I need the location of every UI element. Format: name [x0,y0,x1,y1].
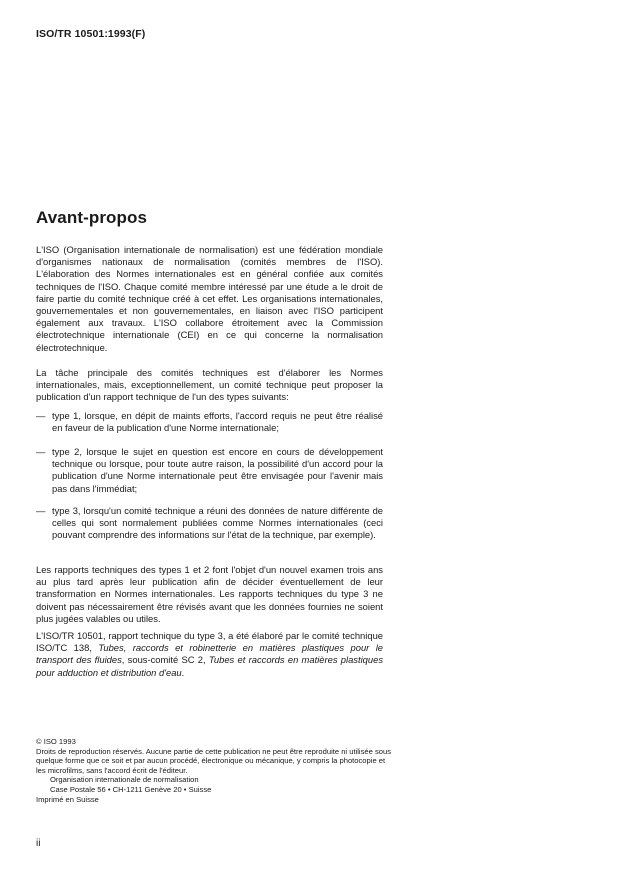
dash-bullet: — [36,505,46,516]
dash-bullet: — [36,446,46,457]
list-item-type-1 [36,410,383,434]
paragraph-text: L'ISO (Organisation internationale de normalisation) est une fédération mondiale d'organismes nationaux de normalisation (comités membres de l'ISO). L'élaboration des Normes internationales est en général confiée aux comités techniques de l'ISO. Chaque comité membre intéressé par une étude a le droit de faire partie du comité technique créé à cet effet. Les organisations internationales, gouvernementales et non gouvernementales, en liaison avec l'ISO participent également aux travaux. L'ISO collabore étroitement avec la Commission électrotechnique internationale (CEI) en ce qui concerne la normalisation électrotechnique. [36,244,383,353]
rights-notice: Droits de reproduction réservés. Aucune partie de cette publication ne peut être reproduite ni utilisée sous quelque forme que ce soit et par aucun procédé, électronique ou mécanique, y compris la photocopie et les microfilms, sans l'accord écrit de l'éditeur. [36,746,392,775]
dash-bullet: — [36,410,46,421]
copyright-block [36,737,396,804]
organization-address: Case Postale 56 • CH-1211 Genève 20 • Suisse [50,784,212,794]
page-title: Avant-propos [36,208,148,227]
paragraph-review [36,564,383,625]
paragraph-iso-intro [36,244,383,354]
subcommittee-title: Tubes et raccords en matières plastiques pour adduction et distribution d'eau [36,654,384,678]
list-item-type-2 [36,446,383,495]
paragraph-text: Les rapports techniques des types 1 et 2 font l'objet d'un nouvel examen trois ans au plus tard après leur publication afin de décider éventuellement de leur transformation en Normes internationales. Les rapports techniques du type 3 ne doivent pas nécessairement être révisés avant que les données fournies ne soient plus jugées valables ou utiles. [36,564,383,624]
printed-in: Imprimé en Suisse [36,794,99,804]
page-number: ii [36,838,41,849]
paragraph-text: La tâche principale des comités techniques est d'élaborer les Normes internationales, mais, exceptionnellement, un comité technique peut proposer la publication d'un rapport technique de l'un des types suivants: [36,367,383,403]
committee-title: Tubes, raccords et robinetterie en matières plastiques pour le transport des fluides [36,642,383,666]
paragraph-text [36,630,383,679]
text-run: L'ISO/TR 10501, rapport technique du type 3, a été élaboré par le comité technique ISO/TC 138, [36,630,383,654]
organization-name: Organisation internationale de normalisation [50,775,199,785]
list-item-type-3 [36,505,383,542]
text-run: , sous-comité SC 2, [121,654,209,666]
list-item-text: type 2, lorsque le sujet en question est encore en cours de développement technique ou lorsque, pour toute autre raison, la possibilité d'un accord pour la publication d'une Norme internationale peut être envisagée pour l'avenir mais pas dans l'immédiat; [52,446,383,494]
list-item-text: type 1, lorsque, en dépit de maints efforts, l'accord requis ne peut être réalisé en faveur de la publication d'une Norme internationale; [52,410,383,434]
paragraph-committee [36,630,383,679]
copyright-line: © ISO 1993 [36,737,76,746]
text-run: . [181,666,185,678]
list-item-text: type 3, lorsqu'un comité technique a réuni des données de nature différente de celles qui sont normalement publiées comme Normes internationales (ceci pouvant comprendre des informations sur l'état de la technique, par exemple). [52,505,383,541]
document-id: ISO/TR 10501:1993(F) [36,28,146,40]
paragraph-tasks [36,367,383,404]
